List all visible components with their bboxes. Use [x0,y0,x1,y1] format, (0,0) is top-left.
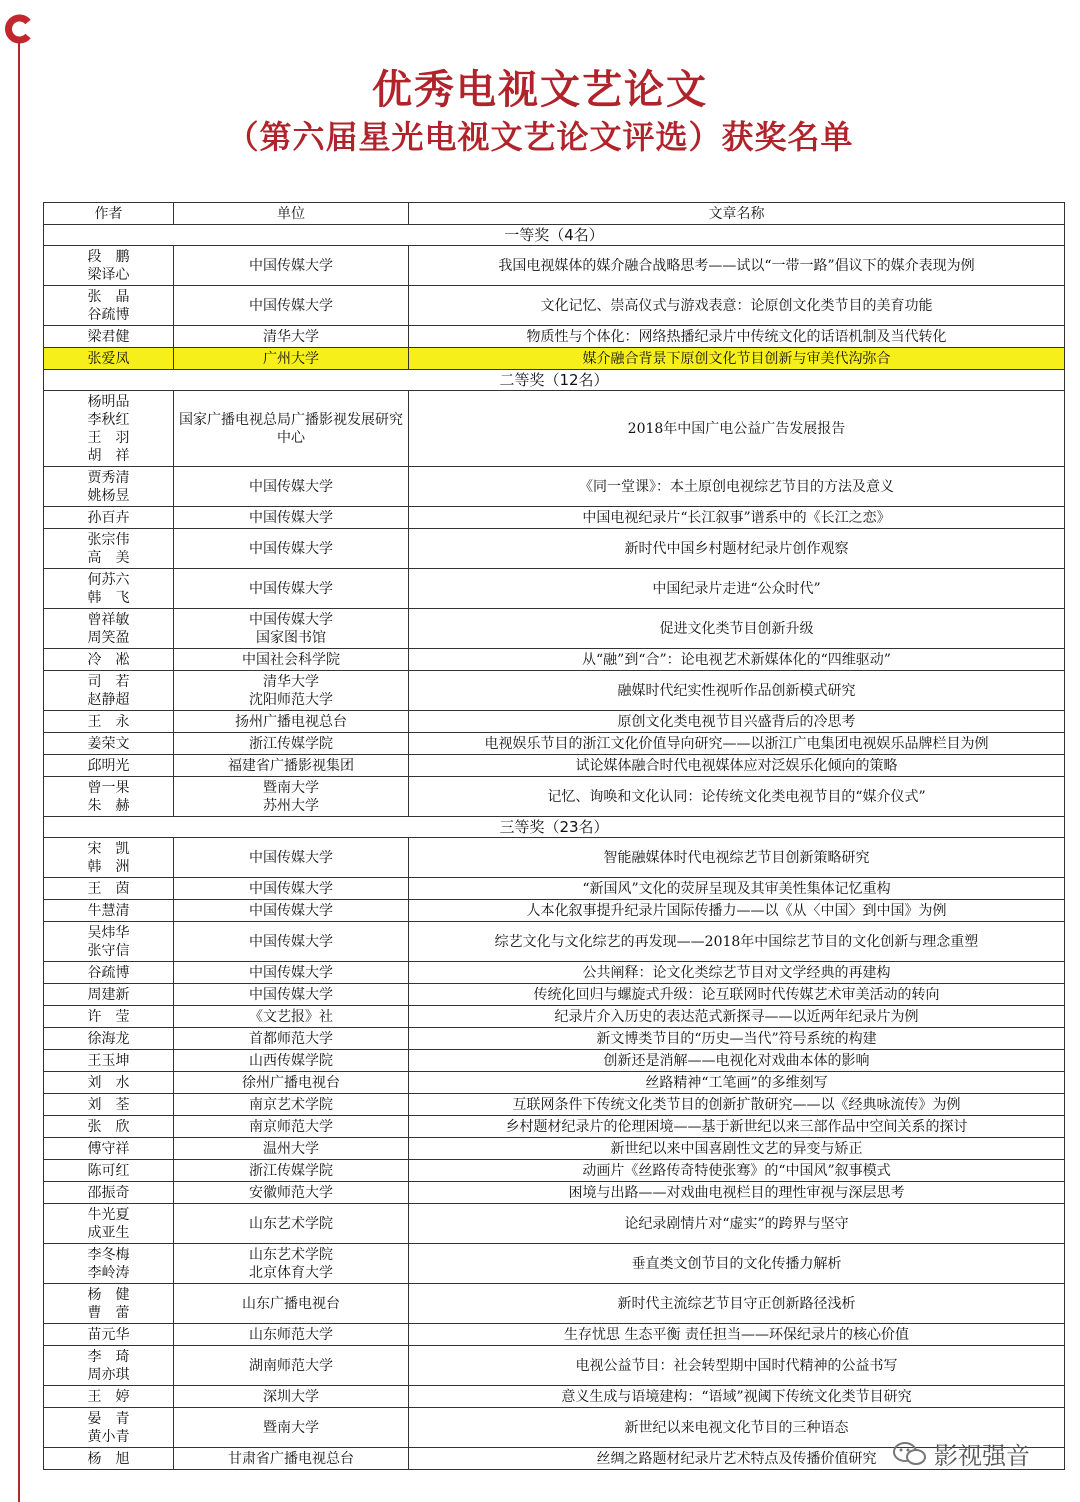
author-cell: 李冬梅 李岭涛 [44,1244,174,1284]
unit-cell: 清华大学 沈阳师范大学 [174,671,409,711]
table-row [44,1028,1065,1050]
table-row [44,1182,1065,1204]
title-cell: 论纪录剧情片对“虚实”的跨界与坚守 [409,1204,1065,1244]
table-header-row [44,203,1065,225]
author-cell: 周建新 [44,984,174,1006]
title-cell: 人本化叙事提升纪录片国际传播力——以《从〈中国〉到中国》为例 [409,900,1065,922]
page-subtitle: （第六届星光电视文艺论文评选）获奖名单 [226,118,854,156]
table-row [44,922,1065,962]
author-cell: 刘 荃 [44,1094,174,1116]
title-cell: 乡村题材纪录片的伦理困境——基于新世纪以来三部作品中空间关系的探讨 [409,1116,1065,1138]
unit-cell: 山东艺术学院 北京体育大学 [174,1244,409,1284]
table-row [44,609,1065,649]
unit-cell: 中国传媒大学 [174,286,409,326]
unit-cell: 中国传媒大学 [174,529,409,569]
author-cell: 张宗伟 高 美 [44,529,174,569]
title-cell: 动画片《丝路传奇特使张骞》的“中国风”叙事模式 [409,1160,1065,1182]
author-cell: 冷 凇 [44,649,174,671]
title-cell: 新世纪以来电视文化节目的三种语态 [409,1408,1065,1448]
table-row [44,984,1065,1006]
table-row [44,391,1065,467]
author-cell: 王 婷 [44,1386,174,1408]
title-cell: 中国纪录片走进“公众时代” [409,569,1065,609]
title-cell: 原创文化类电视节目兴盛背后的冷思考 [409,711,1065,733]
table-row [44,348,1065,370]
author-cell: 曾祥敏 周笑盈 [44,609,174,649]
unit-cell: 中国传媒大学 [174,878,409,900]
author-cell: 李 琦 周亦琪 [44,1346,174,1386]
author-cell: 王 永 [44,711,174,733]
title-cell: 困境与出路——对戏曲电视栏目的理性审视与深层思考 [409,1182,1065,1204]
page-title: 优秀电视文艺论文 [372,66,708,113]
unit-cell: 中国传媒大学 [174,246,409,286]
award-level-row [44,225,1065,246]
title-cell: 综艺文化与文化综艺的再发现——2018年中国综艺节目的文化创新与理念重塑 [409,922,1065,962]
title-cell: 垂直类文创节目的文化传播力解析 [409,1244,1065,1284]
table-row [44,838,1065,878]
unit-cell: 中国传媒大学 [174,984,409,1006]
title-cell: 丝路精神“工笔画”的多维刻写 [409,1072,1065,1094]
author-cell: 吴炜华 张守信 [44,922,174,962]
unit-cell: 浙江传媒学院 [174,1160,409,1182]
table-row [44,1160,1065,1182]
author-cell: 曾一果 朱 赫 [44,777,174,817]
author-cell: 杨 健 曹 蕾 [44,1284,174,1324]
author-cell: 徐海龙 [44,1028,174,1050]
unit-cell: 温州大学 [174,1138,409,1160]
title-cell: 新时代中国乡村题材纪录片创作观察 [409,529,1065,569]
table-row [44,733,1065,755]
author-cell: 孙百卉 [44,507,174,529]
table-row [44,1006,1065,1028]
title-cell: 丝绸之路题材纪录片艺术特点及传播价值研究 [409,1448,1065,1470]
author-cell: 邵振奇 [44,1182,174,1204]
author-cell: 邱明光 [44,755,174,777]
column-header-title: 文章名称 [409,203,1065,225]
table-row [44,286,1065,326]
author-cell: 何苏六 韩 飞 [44,569,174,609]
table-row [44,1284,1065,1324]
unit-cell: 中国社会科学院 [174,649,409,671]
margin-rule [18,40,20,1502]
author-cell: 段 鹏 梁译心 [44,246,174,286]
unit-cell: 山西传媒学院 [174,1050,409,1072]
author-cell: 王玉坤 [44,1050,174,1072]
unit-cell: 中国传媒大学 [174,900,409,922]
table-row [44,1204,1065,1244]
author-cell: 陈可红 [44,1160,174,1182]
title-cell: 文化记忆、崇高仪式与游戏表意：论原创文化类节目的美育功能 [409,286,1065,326]
table-row [44,507,1065,529]
title-cell: 试论媒体融合时代电视媒体应对泛娱乐化倾向的策略 [409,755,1065,777]
award-level-heading: 二等奖（12名） [44,370,1065,391]
unit-cell: 福建省广播影视集团 [174,755,409,777]
table-row [44,529,1065,569]
unit-cell: 暨南大学 苏州大学 [174,777,409,817]
award-table [43,202,1064,1470]
title-cell: 公共阐释：论文化类综艺节目对文学经典的再建构 [409,962,1065,984]
author-cell: 张 晶 谷疏博 [44,286,174,326]
author-cell: 傅守祥 [44,1138,174,1160]
title-cell: 融媒时代纪实性视听作品创新模式研究 [409,671,1065,711]
award-level-heading: 三等奖（23名） [44,817,1065,838]
unit-cell: 中国传媒大学 [174,507,409,529]
award-level-heading: 一等奖（4名） [44,225,1065,246]
column-header-unit: 单位 [174,203,409,225]
unit-cell: 安徽师范大学 [174,1182,409,1204]
unit-cell: 暨南大学 [174,1408,409,1448]
unit-cell: 中国传媒大学 [174,922,409,962]
table-row [44,649,1065,671]
unit-cell: 南京艺术学院 [174,1094,409,1116]
award-level-row [44,817,1065,838]
unit-cell: 广州大学 [174,348,409,370]
author-cell: 张爱凤 [44,348,174,370]
unit-cell: 中国传媒大学 [174,838,409,878]
author-cell: 苗元华 [44,1324,174,1346]
table-row [44,878,1065,900]
title-cell: “新国风”文化的荧屏呈现及其审美性集体记忆重构 [409,878,1065,900]
column-header-author: 作者 [44,203,174,225]
author-cell: 司 若 赵静超 [44,671,174,711]
unit-cell: 山东广播电视台 [174,1284,409,1324]
title-cell: 生存忧思 生态平衡 责任担当——环保纪录片的核心价值 [409,1324,1065,1346]
title-cell: 从“融”到“合”：论电视艺术新媒体化的“四维驱动” [409,649,1065,671]
author-cell: 姜荣文 [44,733,174,755]
title-cell: 创新还是消解——电视化对戏曲本体的影响 [409,1050,1065,1072]
unit-cell: 清华大学 [174,326,409,348]
unit-cell: 浙江传媒学院 [174,733,409,755]
unit-cell: 徐州广播电视台 [174,1072,409,1094]
title-cell: 物质性与个体化：网络热播纪录片中传统文化的话语机制及当代转化 [409,326,1065,348]
title-cell: 新文博类节目的“历史—当代”符号系统的构建 [409,1028,1065,1050]
watermark-text: 影视强音 [934,1442,1030,1470]
author-cell: 许 莹 [44,1006,174,1028]
table-row [44,1050,1065,1072]
unit-cell: 甘肃省广播电视总台 [174,1448,409,1470]
title-cell: 记忆、询唤和文化认同：论传统文化类电视节目的“媒介仪式” [409,777,1065,817]
title-cell: 新时代主流综艺节目守正创新路径浅析 [409,1284,1065,1324]
author-cell: 宋 凯 韩 洲 [44,838,174,878]
table-row [44,1138,1065,1160]
unit-cell: 首都师范大学 [174,1028,409,1050]
unit-cell: 中国传媒大学 [174,569,409,609]
table-row [44,755,1065,777]
author-cell: 谷疏博 [44,962,174,984]
author-cell: 梁君健 [44,326,174,348]
title-cell: 2018年中国广电公益广告发展报告 [409,391,1065,467]
title-cell: 促进文化类节目创新升级 [409,609,1065,649]
unit-cell: 《文艺报》社 [174,1006,409,1028]
author-cell: 刘 水 [44,1072,174,1094]
title-cell: 我国电视媒体的媒介融合战略思考——试以“一带一路”倡议下的媒介表现为例 [409,246,1065,286]
author-cell: 贾秀清 姚杨昱 [44,467,174,507]
wechat-icon [892,1441,928,1467]
unit-cell: 山东艺术学院 [174,1204,409,1244]
table-row [44,246,1065,286]
title-cell: 电视娱乐节目的浙江文化价值导向研究——以浙江广电集团电视娱乐品牌栏目为例 [409,733,1065,755]
title-cell: 纪录片介入历史的表达范式新探寻——以近两年纪录片为例 [409,1006,1065,1028]
table-row [44,1324,1065,1346]
unit-cell: 湖南师范大学 [174,1346,409,1386]
author-cell: 牛光夏 成亚生 [44,1204,174,1244]
award-level-row [44,370,1065,391]
unit-cell: 中国传媒大学 [174,467,409,507]
title-cell: 新世纪以来中国喜剧性文艺的异变与矫正 [409,1138,1065,1160]
unit-cell: 中国传媒大学 国家图书馆 [174,609,409,649]
table-row [44,1116,1065,1138]
table-row [44,711,1065,733]
title-cell: 意义生成与语境建构：“语域”视阈下传统文化类节目研究 [409,1386,1065,1408]
table-row [44,1094,1065,1116]
unit-cell: 扬州广播电视总台 [174,711,409,733]
title-cell: 互联网条件下传统文化类节目的创新扩散研究——以《经典咏流传》为例 [409,1094,1065,1116]
title-cell: 中国电视纪录片“长江叙事”谱系中的《长江之恋》 [409,507,1065,529]
author-cell: 王 茵 [44,878,174,900]
table-row [44,1346,1065,1386]
title-cell: 智能融媒体时代电视综艺节目创新策略研究 [409,838,1065,878]
title-cell: 电视公益节目：社会转型期中国时代精神的公益书写 [409,1346,1065,1386]
title-cell: 传统化回归与螺旋式升级：论互联网时代传媒艺术审美活动的转向 [409,984,1065,1006]
author-cell: 晏 青 黄小青 [44,1408,174,1448]
table-row [44,1244,1065,1284]
unit-cell: 国家广播电视总局广播影视发展研究中心 [174,391,409,467]
title-cell: 《同一堂课》：本土原创电视综艺节目的方法及意义 [409,467,1065,507]
table-row [44,777,1065,817]
author-cell: 杨明品 李秋红 王 羽 胡 祥 [44,391,174,467]
table-row [44,671,1065,711]
table-row [44,900,1065,922]
table-row [44,569,1065,609]
table-row [44,962,1065,984]
table-row [44,326,1065,348]
unit-cell: 山东师范大学 [174,1324,409,1346]
unit-cell: 中国传媒大学 [174,962,409,984]
author-cell: 牛慧清 [44,900,174,922]
unit-cell: 深圳大学 [174,1386,409,1408]
title-cell: 媒介融合背景下原创文化节目创新与审美代沟弥合 [409,348,1065,370]
author-cell: 杨 旭 [44,1448,174,1470]
table-row [44,467,1065,507]
watermark [892,1436,1030,1471]
table-row [44,1072,1065,1094]
unit-cell: 南京师范大学 [174,1116,409,1138]
author-cell: 张 欣 [44,1116,174,1138]
table-row [44,1386,1065,1408]
